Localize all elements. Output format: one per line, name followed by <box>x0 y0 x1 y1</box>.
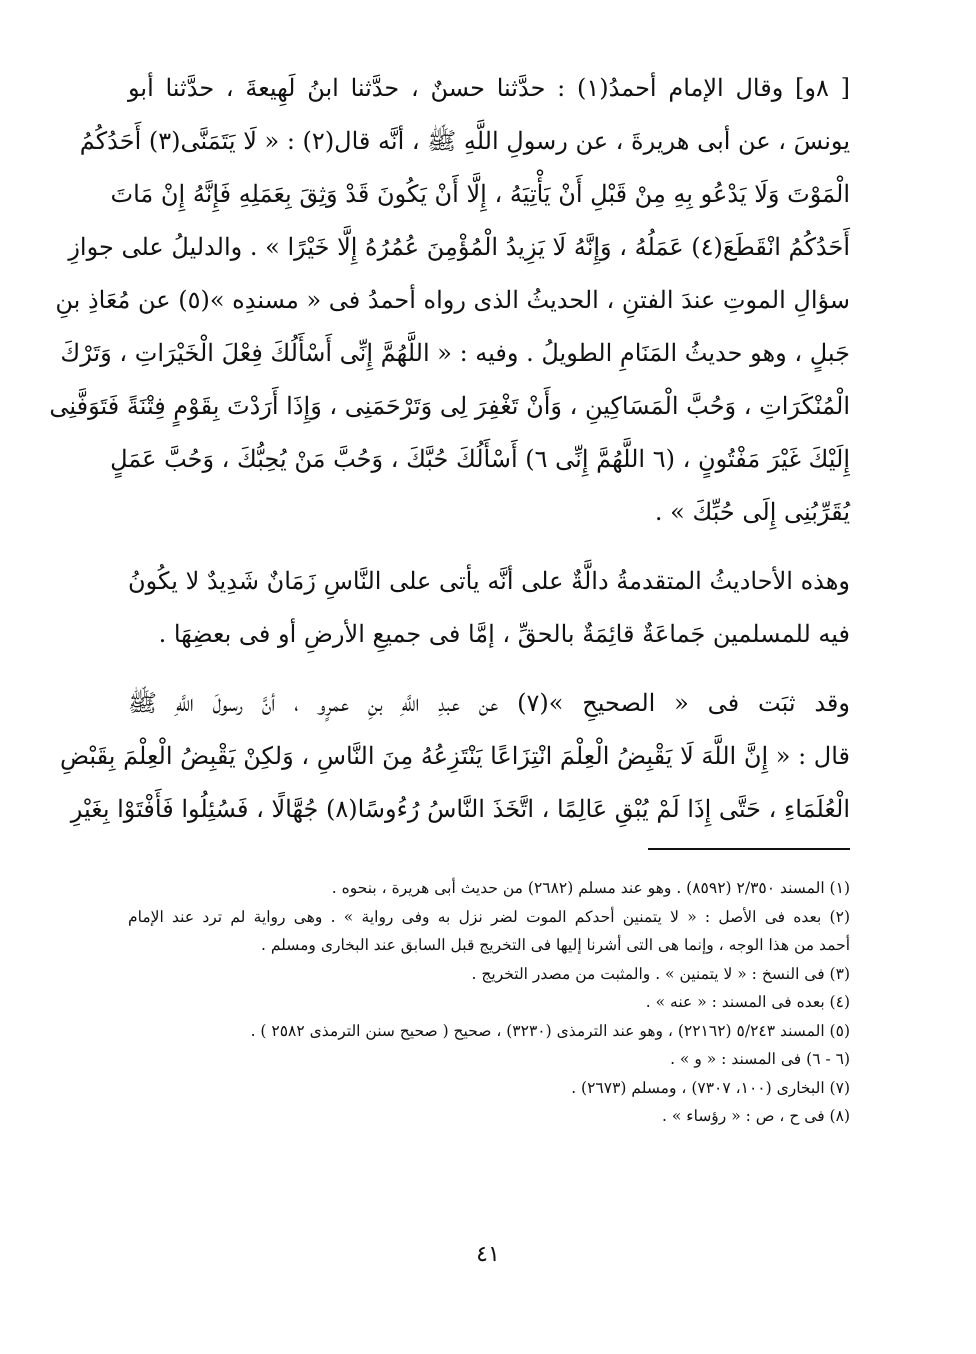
text-line: الْعُلَمَاءِ ، حَتَّى إِذَا لَمْ يُبْقِ عَالِمًا ، اتَّخَذَ النَّاسُ رُءُوسًا(٨) جُهَّالًا ، فَسُئِلُوا فَأَفْتَوْا بِغَيْرِ <box>70 795 850 823</box>
footnote-separator <box>648 848 850 850</box>
footnote: (٤) بعده فى المسند : « عنه » . <box>645 993 850 1011</box>
paragraph-gap <box>128 539 850 555</box>
main-text <box>49 62 850 836</box>
text-line: وهذه الأحاديثُ المتقدمةُ دالَّةٌ على أنَّه يأتى على النَّاسِ زَمَانٌ شَدِيدٌ لا يكُونُ <box>128 567 850 595</box>
page-number: ٤١ <box>476 1242 500 1267</box>
text-line: وقد ثبَت فى « الصحيحِ »(٧) عن عبدِ اللَّهِ بنِ عمرٍو ، أنَّ رسولَ اللَّهِ ﷺ <box>128 689 850 717</box>
text-line: قال : « إِنَّ اللَّهَ لَا يَقْبِضُ الْعِلْمَ انْتِزَاعًا يَنْتَزِعُهُ مِنَ النَّاسِ ، وَلكِنْ يَقْبِضُ الْعِلْمَ بِقَبْضِ <box>59 742 850 770</box>
text-line: الْمُنْكَرَاتِ ، وَحُبَّ الْمَسَاكِينِ ، وَأَنْ تَغْفِرَ لِى وَتَرْحَمَنِى ، وَإِذَا أَرَدْتَ بِقَوْمٍ فِتْنَةً فَتَوَفَّنِى <box>49 392 850 420</box>
footnote: (٨) فى ح ، ص : « رؤساء » . <box>662 1107 850 1125</box>
text-line: جَبلٍ ، وهو حديثُ المَنَامِ الطويلُ . وفيه : « اللَّهُمَّ إِنِّى أَسْأَلُكَ فِعْلَ الْخَيْرَاتِ ، وَتَرْكَ <box>60 339 850 367</box>
text-line: سؤالِ الموتِ عندَ الفتنِ ، الحديثُ الذى رواه أحمدُ فى « مسندِه »(٥) عن مُعَاذِ بنِ <box>55 286 850 314</box>
paragraph-gap <box>128 661 850 677</box>
footnote: (٦ - ٦) فى المسند : « و » . <box>670 1050 850 1068</box>
text-line: [ ٨و] وقال الإمام أحمدُ(١) : حدَّثنا حسنٌ ، حدَّثنا ابنُ لَهِيعةَ ، حدَّثنا أبو <box>128 74 850 102</box>
footnote: (٣) فى النسخ : « لا يتمنين » . والمثبت من مصدر التخريج . <box>471 964 850 983</box>
footnotes <box>128 874 850 1131</box>
text-line: إِلَيْكَ غَيْرَ مَفْتُونٍ ، (٦ اللَّهُمَّ إِنِّى ٦) أَسْأَلُكَ حُبَّكَ ، وَحُبَّ مَنْ يُحِبُّكَ ، وَحُبَّ عَمَلٍ <box>110 445 850 473</box>
footnote: (٧) البخارى (١٠٠، ٧٣٠٧) ، ومسلم (٢٦٧٣) . <box>571 1078 850 1097</box>
text-line: أَحَدُكُمُ انْقَطَعَ(٤) عَمَلُهُ ، وَإِنَّهُ لَا يَزِيدُ الْمُؤْمِنَ عُمُرُهُ إِلَّا خَيْرًا » . والدليلُ على جوازِ <box>68 233 850 261</box>
text-line: يونسَ ، عن أبى هريرةَ ، عن رسولِ اللَّهِ ﷺ ، أنَّه قال(٢) : « لَا يَتَمَنَّى(٣) أَحَدُكُمُ <box>79 127 850 155</box>
footnote: أحمد من هذا الوجه ، وإنما هى التى أشرنا إليها فى التخريج قبل السابق عند البخارى ومسلم . <box>260 936 850 954</box>
text-line: فيه للمسلمين جَماعَةٌ قائِمَةٌ بالحقِّ ، إمَّا فى جميعِ الأرضِ أو فى بعضِهَا . <box>158 620 850 648</box>
footnote: (٥) المسند ٥/٢٤٣ (٢٢١٦٢) ، وهو عند الترمذى (٣٢٣٠) ، صحيح ( صحيح سنن الترمذى ٢٥٨٢ ) . <box>250 1021 850 1040</box>
text-line: الْمَوْتَ وَلَا يَدْعُو بِهِ مِنْ قَبْلِ أَنْ يَأْتِيَهُ ، إِلَّا أَنْ يَكُونَ قَدْ وَثِقَ بِعَمَلِهِ فَإِنَّهُ إِنْ مَاتَ <box>110 180 850 208</box>
footnote: (٢) بعده فى الأصل : « لا يتمنين أحدكم الموت لضر نزل به وفى رواية » . وهى رواية لم ترد عند الإمام <box>128 907 850 926</box>
footnote: (١) المسند ٢/٣٥٠ (٨٥٩٢) . وهو عند مسلم (٢٦٨٢) من حديث أبى هريرة ، بنحوه . <box>331 879 850 897</box>
text-line: يُقَرِّبُنِى إِلَى حُبِّكَ » . <box>654 498 850 526</box>
